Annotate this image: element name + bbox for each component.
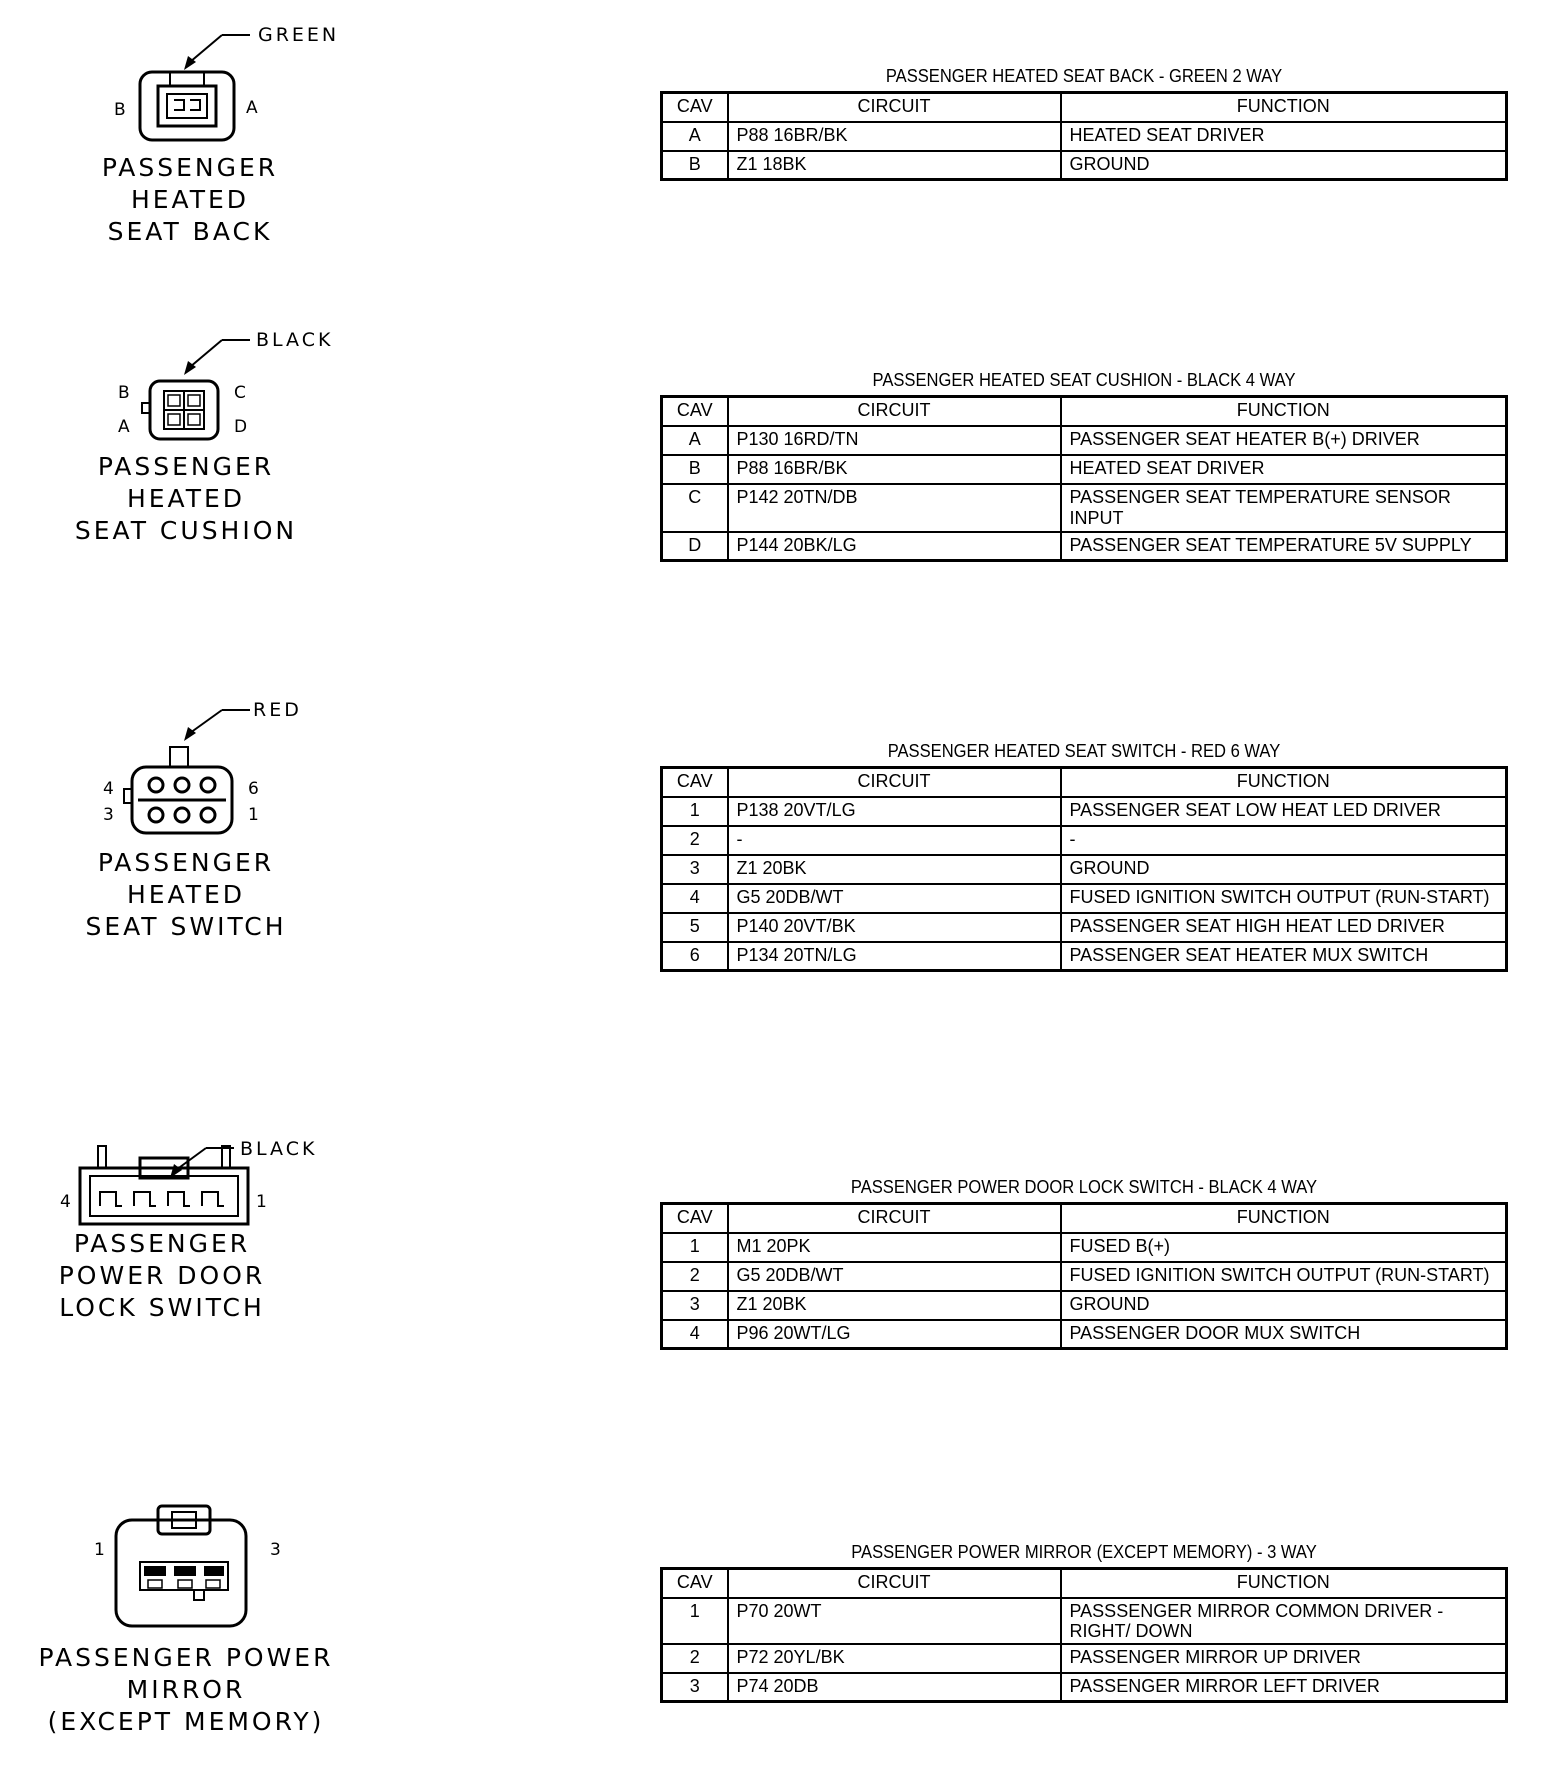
table-row xyxy=(662,484,1507,532)
cell-function: - xyxy=(1061,826,1507,855)
table-row xyxy=(662,1320,1507,1349)
table-row xyxy=(662,122,1507,151)
header-cav: CAV xyxy=(662,1569,728,1598)
pinout-table xyxy=(660,766,1508,972)
cell-circuit: P138 20VT/LG xyxy=(728,797,1061,826)
wire-color-label: BLACK xyxy=(240,1138,318,1160)
cell-cav: 3 xyxy=(662,855,728,884)
cell-function: PASSENGER SEAT TEMPERATURE 5V SUPPLY xyxy=(1061,532,1507,561)
cell-cav: B xyxy=(662,151,728,180)
pin-label-1: 1 xyxy=(248,805,259,825)
table-row xyxy=(662,884,1507,913)
connector-name: PASSENGER HEATED SEAT SWITCH xyxy=(85,848,287,941)
header-circuit: CIRCUIT xyxy=(728,93,1061,122)
pin-label-c: C xyxy=(234,383,246,403)
pinout-table xyxy=(660,395,1508,562)
cell-cav: 1 xyxy=(662,1233,728,1262)
header-circuit: CIRCUIT xyxy=(728,397,1061,426)
cell-cav: 3 xyxy=(662,1291,728,1320)
table-row xyxy=(662,1598,1507,1644)
header-cav: CAV xyxy=(662,93,728,122)
table-row xyxy=(662,455,1507,484)
cell-function: FUSED B(+) xyxy=(1061,1233,1507,1262)
cell-function: HEATED SEAT DRIVER xyxy=(1061,455,1507,484)
table-row xyxy=(662,913,1507,942)
cell-function: PASSENGER SEAT TEMPERATURE SENSOR INPUT xyxy=(1061,484,1507,532)
cell-circuit: Z1 20BK xyxy=(728,1291,1061,1320)
table-row xyxy=(662,426,1507,455)
cell-function: FUSED IGNITION SWITCH OUTPUT (RUN-START) xyxy=(1061,884,1507,913)
cell-circuit: P88 16BR/BK xyxy=(728,122,1061,151)
pin-label-a: A xyxy=(118,417,130,437)
cell-cav: 4 xyxy=(662,884,728,913)
table-row xyxy=(662,855,1507,884)
table-title: PASSENGER HEATED SEAT SWITCH - RED 6 WAY xyxy=(887,741,1281,761)
header-cav: CAV xyxy=(662,397,728,426)
cell-function: PASSENGER MIRROR UP DRIVER xyxy=(1061,1644,1507,1673)
table-header-row xyxy=(662,397,1507,426)
table-row xyxy=(662,1233,1507,1262)
table-header-row xyxy=(662,768,1507,797)
header-circuit: CIRCUIT xyxy=(728,1204,1061,1233)
pin-label-b: B xyxy=(118,383,130,403)
cell-function: PASSENGER SEAT HEATER B(+) DRIVER xyxy=(1061,426,1507,455)
pinout-table xyxy=(660,1567,1508,1703)
header-function: FUNCTION xyxy=(1061,93,1507,122)
cell-circuit: Z1 20BK xyxy=(728,855,1061,884)
header-function: FUNCTION xyxy=(1061,1569,1507,1598)
pin-label-a: A xyxy=(246,98,258,118)
connector-section-seat-switch xyxy=(0,675,1568,1015)
cell-circuit: P140 20VT/BK xyxy=(728,913,1061,942)
cell-circuit: Z1 18BK xyxy=(728,151,1061,180)
pin-label-3: 3 xyxy=(270,1540,281,1560)
cell-circuit: P142 20TN/DB xyxy=(728,484,1061,532)
table-title: PASSENGER HEATED SEAT CUSHION - BLACK 4 WAY xyxy=(872,370,1296,390)
cell-circuit: P96 20WT/LG xyxy=(728,1320,1061,1349)
pin-label-b: B xyxy=(114,100,126,120)
cell-cav: 2 xyxy=(662,1644,728,1673)
table-title: PASSENGER HEATED SEAT BACK - GREEN 2 WAY xyxy=(885,66,1283,86)
pin-label-6: 6 xyxy=(248,779,259,799)
cell-function: PASSENGER MIRROR LEFT DRIVER xyxy=(1061,1673,1507,1702)
header-function: FUNCTION xyxy=(1061,397,1507,426)
connector-name: PASSENGER HEATED SEAT CUSHION xyxy=(74,452,298,545)
header-function: FUNCTION xyxy=(1061,1204,1507,1233)
cell-circuit: G5 20DB/WT xyxy=(728,1262,1061,1291)
cell-cav: D xyxy=(662,532,728,561)
pin-label-4: 4 xyxy=(103,779,114,799)
cell-circuit: - xyxy=(728,826,1061,855)
cell-cav: 6 xyxy=(662,942,728,971)
table-row xyxy=(662,826,1507,855)
cell-circuit: P72 20YL/BK xyxy=(728,1644,1061,1673)
header-cav: CAV xyxy=(662,768,728,797)
table-row xyxy=(662,532,1507,561)
cell-cav: 5 xyxy=(662,913,728,942)
cell-cav: 2 xyxy=(662,826,728,855)
header-cav: CAV xyxy=(662,1204,728,1233)
table-row xyxy=(662,942,1507,971)
wire-color-label: RED xyxy=(253,699,302,721)
cell-function: GROUND xyxy=(1061,855,1507,884)
cell-function: GROUND xyxy=(1061,1291,1507,1320)
table-row xyxy=(662,797,1507,826)
cell-cav: C xyxy=(662,484,728,532)
cell-circuit: P130 16RD/TN xyxy=(728,426,1061,455)
header-function: FUNCTION xyxy=(1061,768,1507,797)
cell-circuit: M1 20PK xyxy=(728,1233,1061,1262)
connector-name: PASSENGER HEATED SEAT BACK xyxy=(101,153,279,246)
cell-cav: B xyxy=(662,455,728,484)
cell-circuit: P70 20WT xyxy=(728,1598,1061,1644)
cell-function: PASSENGER SEAT HEATER MUX SWITCH xyxy=(1061,942,1507,971)
connector-name: PASSENGER POWER DOOR LOCK SWITCH xyxy=(58,1229,266,1322)
cell-function: PASSENGER SEAT LOW HEAT LED DRIVER xyxy=(1061,797,1507,826)
pin-label-4: 4 xyxy=(60,1192,71,1212)
table-title: PASSENGER POWER MIRROR (EXCEPT MEMORY) - 3 WAY xyxy=(851,1542,1317,1562)
pinout-table xyxy=(660,1202,1508,1350)
table-header-row xyxy=(662,93,1507,122)
connector-name: PASSENGER POWER MIRROR (EXCEPT MEMORY) xyxy=(38,1643,334,1736)
cell-cav: 1 xyxy=(662,1598,728,1644)
cell-cav: 4 xyxy=(662,1320,728,1349)
cell-function: PASSENGER DOOR MUX SWITCH xyxy=(1061,1320,1507,1349)
wire-color-label: BLACK xyxy=(256,329,334,351)
cell-circuit: P144 20BK/LG xyxy=(728,532,1061,561)
pinout-table xyxy=(660,91,1508,181)
header-circuit: CIRCUIT xyxy=(728,768,1061,797)
wire-color-label: GREEN xyxy=(258,24,340,46)
cell-circuit: P74 20DB xyxy=(728,1673,1061,1702)
cell-cav: 2 xyxy=(662,1262,728,1291)
pin-label-3: 3 xyxy=(103,805,114,825)
cell-cav: A xyxy=(662,122,728,151)
cell-function: FUSED IGNITION SWITCH OUTPUT (RUN-START) xyxy=(1061,1262,1507,1291)
cell-cav: A xyxy=(662,426,728,455)
table-row xyxy=(662,1673,1507,1702)
pin-label-1: 1 xyxy=(256,1192,267,1212)
connector-section-power-mirror xyxy=(0,1480,1568,1770)
cell-circuit: P88 16BR/BK xyxy=(728,455,1061,484)
table-row xyxy=(662,1262,1507,1291)
cell-cav: 3 xyxy=(662,1673,728,1702)
connector-section-seat-cushion xyxy=(0,305,1568,585)
header-circuit: CIRCUIT xyxy=(728,1569,1061,1598)
table-row xyxy=(662,1291,1507,1320)
table-row xyxy=(662,1644,1507,1673)
table-header-row xyxy=(662,1569,1507,1598)
pin-label-d: D xyxy=(234,417,248,437)
table-title: PASSENGER POWER DOOR LOCK SWITCH - BLACK 4 WAY xyxy=(850,1177,1318,1197)
connector-section-seat-back xyxy=(0,0,1568,260)
table-row xyxy=(662,151,1507,180)
cell-function: PASSSENGER MIRROR COMMON DRIVER - RIGHT/ DOWN xyxy=(1061,1598,1507,1644)
cell-circuit: P134 20TN/LG xyxy=(728,942,1061,971)
cell-circuit: G5 20DB/WT xyxy=(728,884,1061,913)
pin-label-1: 1 xyxy=(94,1540,105,1560)
connector-section-door-lock-switch xyxy=(0,1110,1568,1390)
cell-function: PASSENGER SEAT HIGH HEAT LED DRIVER xyxy=(1061,913,1507,942)
cell-cav: 1 xyxy=(662,797,728,826)
cell-function: HEATED SEAT DRIVER xyxy=(1061,122,1507,151)
table-header-row xyxy=(662,1204,1507,1233)
cell-function: GROUND xyxy=(1061,151,1507,180)
